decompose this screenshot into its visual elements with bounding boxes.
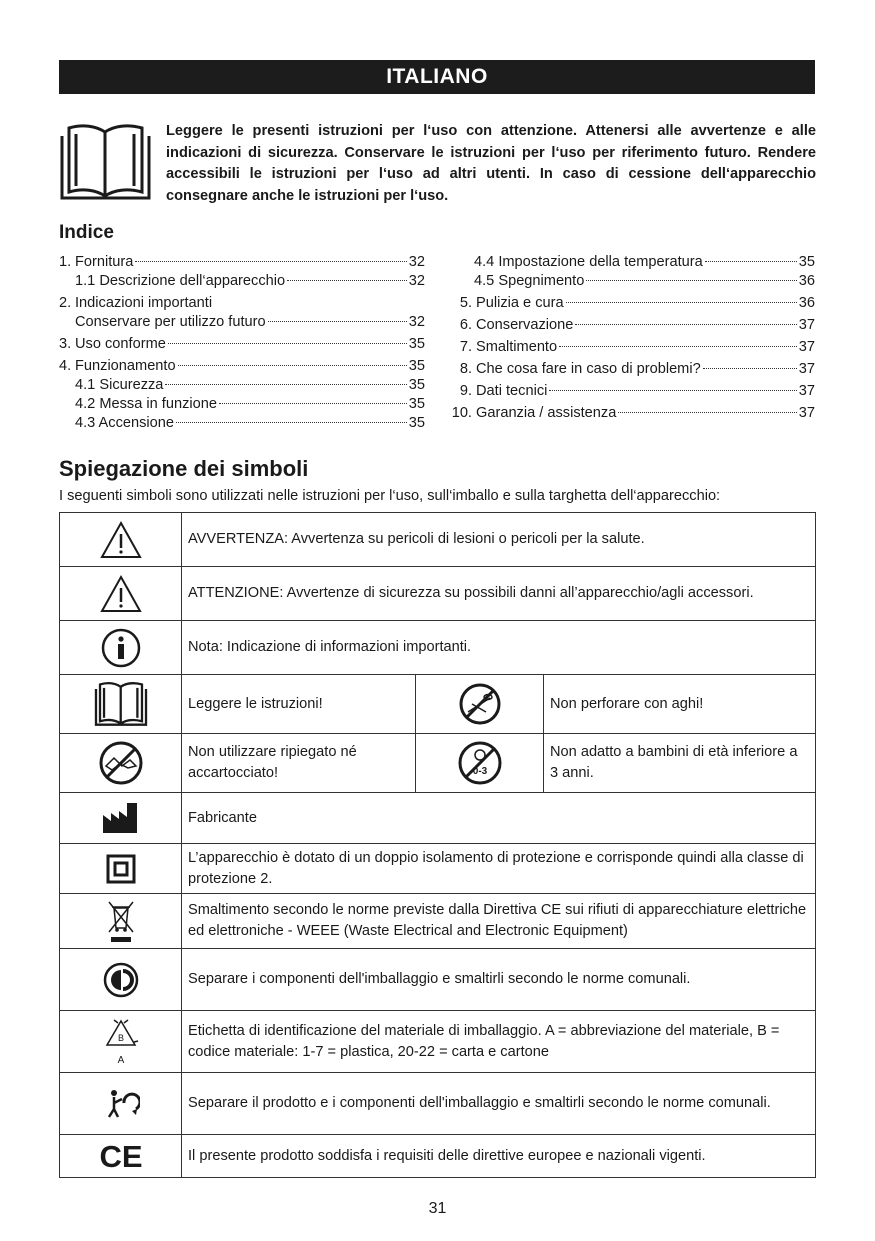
index-entry-leader	[703, 368, 797, 369]
svg-text:B: B	[117, 1032, 124, 1043]
read-text: Leggere le istruzioni!	[182, 675, 416, 734]
language-banner: ITALIANO	[59, 60, 815, 94]
index-entry-leader	[168, 343, 407, 344]
index-entry-leader	[176, 422, 407, 423]
table-row	[60, 844, 816, 894]
index-entry-label: Dati tecnici	[476, 383, 548, 399]
index-entry-page: 37	[798, 339, 815, 355]
index-entry-page: 36	[798, 295, 815, 311]
index-entry	[59, 294, 425, 313]
index-entry-page: 37	[798, 317, 815, 333]
manufacturer-text: Fabricante	[182, 793, 816, 844]
no-children-text: Non adatto a bambini di età inferiore a 3 anni.	[544, 734, 816, 793]
index-entry-page: 32	[408, 314, 425, 330]
index-entry-label: 4.2 Messa in funzione	[75, 396, 217, 412]
index-entry	[450, 294, 815, 313]
info-icon	[60, 621, 182, 675]
index-entry-leader	[268, 321, 407, 322]
index-entry-leader	[586, 280, 796, 281]
index-entry-leader	[135, 261, 406, 262]
table-row	[60, 1011, 816, 1073]
index-entry	[59, 253, 425, 272]
index-entry-leader	[549, 390, 796, 391]
index-entry	[59, 376, 425, 395]
svg-text:A: A	[117, 1054, 124, 1066]
index-entry-leader	[287, 280, 407, 281]
warning-icon	[60, 513, 182, 567]
no-needles-text: Non perforare con aghi!	[544, 675, 816, 734]
class2-text: L’apparecchio è dotato di un doppio isolamento di protezione e corrisponde quindi alla classe di protezione 2.	[182, 844, 816, 894]
index-entry-page: 37	[798, 405, 815, 421]
index-title: Indice	[59, 222, 114, 243]
intro-paragraph: Leggere le presenti istruzioni per l‘uso con attenzione. Attenersi alle avvertenze e alle indicazioni di sicurezza. Conservare le istruzioni per l‘uso per riferimento futuro. Rendere accessibili le istruzioni per l‘uso ad altri utenti. In caso di cessione dell‘apparecchio consegnare anche le istruzioni per l‘uso.	[166, 123, 816, 204]
index-entry-leader	[165, 384, 406, 385]
index-entry-page: 32	[408, 254, 425, 270]
index-entry-leader	[219, 403, 407, 404]
svg-text:CE: CE	[98, 1141, 143, 1171]
index-entry-page: 35	[798, 254, 815, 270]
index-right-column	[450, 253, 815, 423]
index-entry-page: 35	[408, 396, 425, 412]
class2-icon	[60, 844, 182, 894]
index-entry	[450, 404, 815, 423]
index-entry-page: 35	[408, 415, 425, 431]
index-entry-number: 9.	[459, 383, 472, 399]
green-dot-icon	[60, 949, 182, 1011]
table-row	[60, 734, 816, 793]
index-entry-label: Pulizia e cura	[476, 295, 564, 311]
page-number: 31	[428, 1200, 447, 1217]
index-entry-number: 3.	[59, 336, 72, 352]
index-entry-label: Smaltimento	[476, 339, 558, 355]
recycling-code-icon	[60, 1011, 182, 1073]
index-entry-label: 4.3 Accensione	[75, 415, 174, 431]
note-text: Nota: Indicazione di informazioni importanti.	[182, 621, 816, 675]
index-entry-label: Uso conforme	[75, 336, 166, 352]
index-entry-label: Che cosa fare in caso di problemi?	[476, 361, 701, 377]
index-entry-leader	[575, 324, 796, 325]
index-entry-label: 1.1 Descrizione dell‘apparecchio	[75, 273, 286, 289]
index-entry	[450, 338, 815, 357]
no-children-icon	[416, 734, 544, 793]
index-entry-leader	[566, 302, 797, 303]
index-entry-page: 37	[798, 383, 815, 399]
recycle-person-icon	[60, 1073, 182, 1135]
symbols-title: Spiegazione dei simboli	[59, 456, 309, 481]
index-entry-number: 10.	[451, 405, 472, 421]
index-left-column	[59, 253, 425, 433]
table-row	[60, 793, 816, 844]
index-entry-number: 4.	[59, 358, 72, 374]
index-entry-label: Garanzia / assistenza	[476, 405, 617, 421]
material-id-text: Etichetta di identificazione del materiale di imballaggio. A = abbreviazione del materiale, B = codice materiale: 1-7 = plastica, 20-22 = carta e cartone	[182, 1011, 816, 1073]
product-separate-text: Separare il prodotto e i componenti dell'imballaggio e smaltirli secondo le norme comunali.	[182, 1073, 816, 1135]
index-entry-number: 5.	[459, 295, 472, 311]
index-entry	[59, 395, 425, 414]
index-entry-page: 35	[408, 336, 425, 352]
table-row	[60, 949, 816, 1011]
index-entry-page: 36	[798, 273, 815, 289]
manufacturer-icon	[60, 793, 182, 844]
packaging-text: Separare i componenti dell'imballaggio e smaltirli secondo le norme comunali.	[182, 949, 816, 1011]
index-entry	[59, 357, 425, 376]
index-entry	[59, 414, 425, 433]
index-entry	[450, 253, 815, 272]
warning-text: AVVERTENZA: Avvertenza su pericoli di lesioni o pericoli per la salute.	[182, 513, 816, 567]
no-fold-icon	[60, 734, 182, 793]
index-entry-page: 35	[408, 377, 425, 393]
index-entry	[59, 335, 425, 354]
table-row	[60, 1135, 816, 1178]
index-entry-number: 1.	[59, 254, 72, 270]
index-entry-label: Fornitura	[75, 254, 134, 270]
index-entry-page: 32	[408, 273, 425, 289]
no-fold-text: Non utilizzare ripiegato né accartocciato!	[182, 734, 416, 793]
ce-text: Il presente prodotto soddisfa i requisiti delle direttive europee e nazionali vigenti.	[182, 1135, 816, 1178]
index-entry	[59, 313, 425, 332]
index-entry-page: 37	[798, 361, 815, 377]
weee-bin-icon	[60, 894, 182, 949]
symbols-subtitle: I seguenti simboli sono utilizzati nelle istruzioni per l‘uso, sull‘imballo e sulla targhetta dell‘apparecchio:	[59, 488, 721, 504]
index-entry-leader	[178, 365, 407, 366]
weee-text: Smaltimento secondo le norme previste dalla Direttiva CE sui rifiuti di apparecchiature elettriche ed elettroniche - WEEE (Waste Electrical and Electronic Equipment)	[182, 894, 816, 949]
table-row	[60, 675, 816, 734]
index-entry-label: Conservare per utilizzo futuro	[75, 314, 266, 330]
index-entry-number: 2.	[59, 295, 72, 311]
index-entry	[450, 382, 815, 401]
index-entry	[450, 360, 815, 379]
index-entry-leader	[559, 346, 797, 347]
index-entry-label: 4.5 Spegnimento	[474, 273, 585, 289]
ce-mark-icon	[60, 1135, 182, 1178]
table-row	[60, 567, 816, 621]
svg-text:0-3: 0-3	[472, 766, 487, 777]
read-instructions-icon	[60, 675, 182, 734]
caution-icon	[60, 567, 182, 621]
index-entry	[450, 272, 815, 291]
index-entry-page: 35	[408, 358, 425, 374]
symbols-table	[59, 512, 816, 1178]
table-row	[60, 621, 816, 675]
table-row	[60, 894, 816, 949]
index-entry-number: 7.	[459, 339, 472, 355]
index-entry-number: 6.	[459, 317, 472, 333]
no-needles-icon	[416, 675, 544, 734]
index-entry-leader	[618, 412, 796, 413]
index-entry-label: Funzionamento	[75, 358, 176, 374]
index-entry	[59, 272, 425, 291]
index-entry-label: Indicazioni importanti	[75, 295, 213, 311]
index-entry-leader	[705, 261, 797, 262]
caution-text: ATTENZIONE: Avvertenze di sicurezza su possibili danni all’apparecchio/agli accessori.	[182, 567, 816, 621]
index-entry	[450, 316, 815, 335]
index-entry-label: Conservazione	[476, 317, 574, 333]
index-entry-label: 4.1 Sicurezza	[75, 377, 164, 393]
table-row	[60, 513, 816, 567]
index-entry-number: 8.	[459, 361, 472, 377]
book-icon	[58, 122, 153, 202]
table-row	[60, 1073, 816, 1135]
index-entry-label: 4.4 Impostazione della temperatura	[474, 254, 703, 270]
